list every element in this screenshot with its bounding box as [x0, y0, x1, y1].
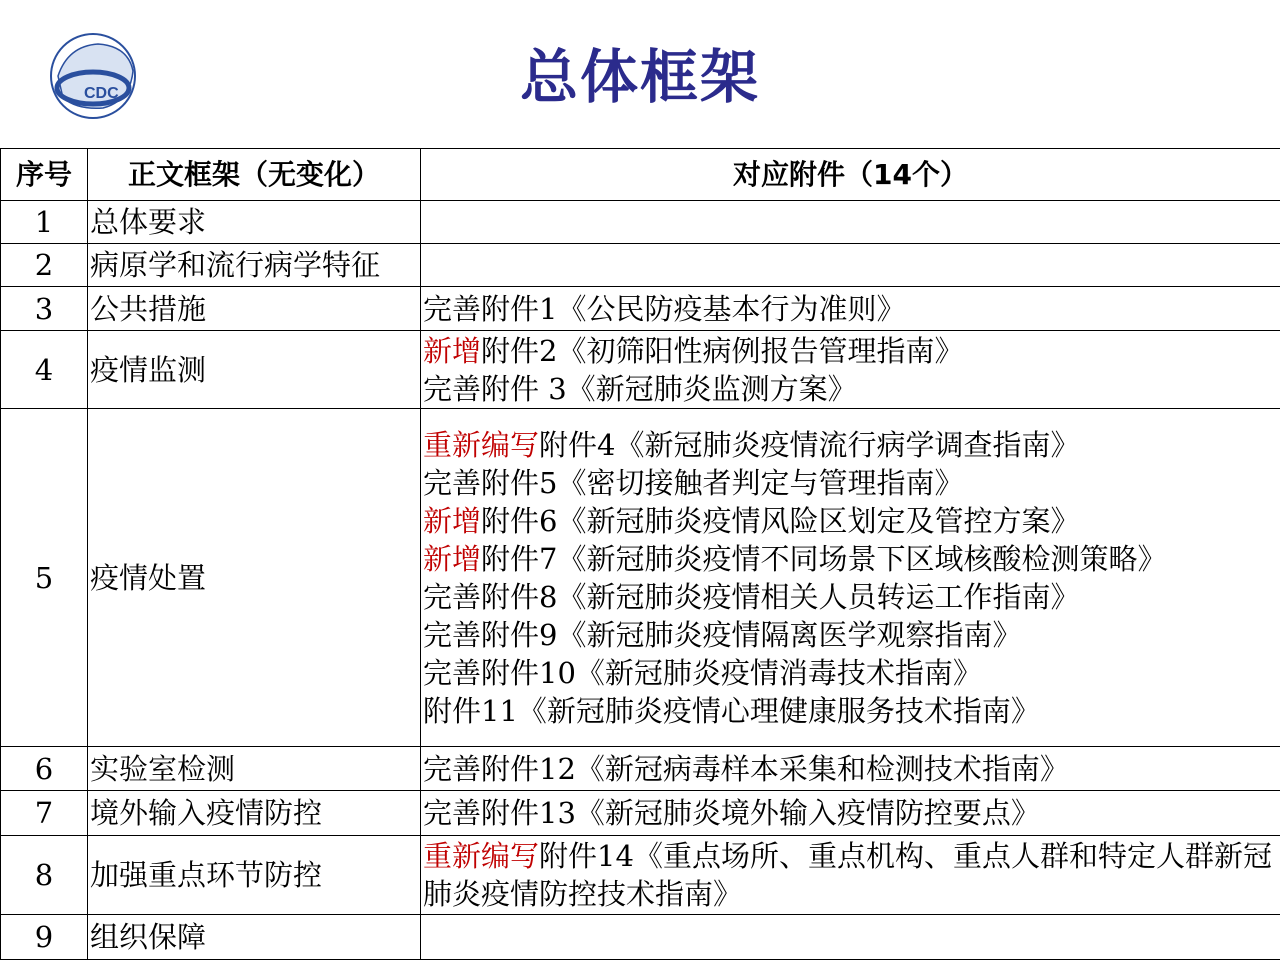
attachment-prefix: 完善附件 — [423, 372, 548, 406]
attachment-number: 8 — [539, 580, 557, 614]
attachment-item — [423, 464, 1278, 502]
attachment-number: 2 — [539, 334, 557, 368]
attachment-item — [423, 616, 1278, 654]
table-row — [1, 331, 1280, 409]
framework-section: 实验室检测 — [88, 747, 421, 791]
attachment-item — [423, 794, 1278, 832]
attachment-title: 《新冠病毒样本采集和检测技术指南》 — [576, 752, 1069, 786]
row-number: 7 — [1, 791, 88, 836]
attachments-cell — [421, 747, 1280, 791]
attachment-number: 10 — [539, 656, 576, 690]
attachment-item — [423, 654, 1278, 692]
attachment-title: 《新冠肺炎疫情流行病学调查指南》 — [615, 428, 1079, 462]
attachment-number: 7 — [539, 542, 557, 576]
attachment-prefix: 完善附件 — [423, 618, 539, 652]
attachments-cell — [421, 201, 1280, 244]
attachment-item — [423, 370, 1278, 408]
header-row — [1, 149, 1280, 201]
attachment-title: 《新冠肺炎境外输入疫情防控要点》 — [576, 796, 1040, 830]
row-number: 3 — [1, 287, 88, 331]
attachment-prefix: 附件 — [423, 694, 481, 728]
attachment-number: 3 — [548, 372, 566, 406]
attachment-number: 14 — [597, 839, 634, 873]
attachment-item — [423, 837, 1278, 913]
attachment-title: 《新冠肺炎疫情消毒技术指南》 — [576, 656, 982, 690]
attachment-title: 《初筛阳性病例报告管理指南》 — [557, 334, 963, 368]
header-num: 序号 — [1, 149, 88, 201]
attachment-item — [423, 750, 1278, 788]
attachment-title: 《新冠肺炎疫情隔离医学观察指南》 — [557, 618, 1021, 652]
attachment-prefix: 完善附件 — [423, 796, 539, 830]
row-number: 6 — [1, 747, 88, 791]
attachment-item — [423, 578, 1278, 616]
attachment-number: 6 — [539, 504, 557, 538]
attachment-title: 《重点场所、重点机构、重点人群和特定人群新冠肺炎疫情防控技术指南》 — [423, 839, 1272, 911]
row-number: 8 — [1, 836, 88, 915]
change-tag: 重新编写 — [423, 839, 539, 873]
table-row — [1, 409, 1280, 747]
attachment-number: 11 — [481, 694, 518, 728]
attachment-prefix: 完善附件 — [423, 752, 539, 786]
row-number: 4 — [1, 331, 88, 409]
attachments-cell — [421, 791, 1280, 836]
attachment-prefix: 附件 — [539, 428, 597, 462]
attachment-title: 《新冠肺炎疫情风险区划定及管控方案》 — [557, 504, 1079, 538]
change-tag: 新增 — [423, 542, 481, 576]
change-tag: 新增 — [423, 334, 481, 368]
attachment-prefix: 附件 — [481, 334, 539, 368]
table-row — [1, 747, 1280, 791]
framework-section: 总体要求 — [88, 201, 421, 244]
attachment-item — [423, 426, 1278, 464]
change-tag: 新增 — [423, 504, 481, 538]
attachments-cell — [421, 409, 1280, 747]
attachment-title: 《新冠肺炎监测方案》 — [567, 372, 857, 406]
table-row — [1, 244, 1280, 287]
attachments-cell — [421, 331, 1280, 409]
attachment-prefix: 完善附件 — [423, 580, 539, 614]
attachment-number: 12 — [539, 752, 576, 786]
table-row — [1, 201, 1280, 244]
attachment-title: 《新冠肺炎疫情相关人员转运工作指南》 — [557, 580, 1079, 614]
row-number: 2 — [1, 244, 88, 287]
change-tag: 重新编写 — [423, 428, 539, 462]
page-title: 总体框架 — [0, 30, 1280, 114]
table-row — [1, 836, 1280, 915]
attachment-item — [423, 332, 1278, 370]
attachment-item — [423, 290, 1278, 328]
attachment-prefix: 附件 — [481, 542, 539, 576]
logo-text: CDC — [84, 85, 119, 102]
table-row — [1, 287, 1280, 331]
attachment-prefix: 附件 — [539, 839, 597, 873]
attachment-number: 5 — [539, 466, 557, 500]
row-number: 1 — [1, 201, 88, 244]
header-attachments: 对应附件（14个） — [421, 149, 1280, 201]
attachments-cell — [421, 836, 1280, 915]
attachment-prefix: 完善附件 — [423, 466, 539, 500]
attachment-number: 1 — [539, 292, 557, 326]
framework-section: 疫情监测 — [88, 331, 421, 409]
framework-section: 疫情处置 — [88, 409, 421, 747]
attachment-title: 《密切接触者判定与管理指南》 — [557, 466, 963, 500]
framework-section: 病原学和流行病学特征 — [88, 244, 421, 287]
attachment-prefix: 完善附件 — [423, 656, 539, 690]
framework-section: 加强重点环节防控 — [88, 836, 421, 915]
row-number: 9 — [1, 915, 88, 960]
attachment-number: 4 — [597, 428, 615, 462]
framework-section: 境外输入疫情防控 — [88, 791, 421, 836]
attachments-cell — [421, 287, 1280, 331]
attachment-item — [423, 692, 1278, 730]
attachments-cell — [421, 915, 1280, 960]
attachment-prefix: 完善附件 — [423, 292, 539, 326]
attachment-title: 《公民防疫基本行为准则》 — [557, 292, 905, 326]
table-row — [1, 915, 1280, 960]
attachment-title: 《新冠肺炎疫情心理健康服务技术指南》 — [518, 694, 1040, 728]
attachment-item — [423, 502, 1278, 540]
table-row — [1, 791, 1280, 836]
framework-section: 组织保障 — [88, 915, 421, 960]
attachment-title: 《新冠肺炎疫情不同场景下区域核酸检测策略》 — [557, 542, 1166, 576]
attachment-item — [423, 540, 1278, 578]
attachment-number: 9 — [539, 618, 557, 652]
framework-table — [0, 148, 1280, 960]
attachments-cell — [421, 244, 1280, 287]
attachment-number: 13 — [539, 796, 576, 830]
header-framework: 正文框架（无变化） — [88, 149, 421, 201]
framework-section: 公共措施 — [88, 287, 421, 331]
row-number: 5 — [1, 409, 88, 747]
attachment-prefix: 附件 — [481, 504, 539, 538]
